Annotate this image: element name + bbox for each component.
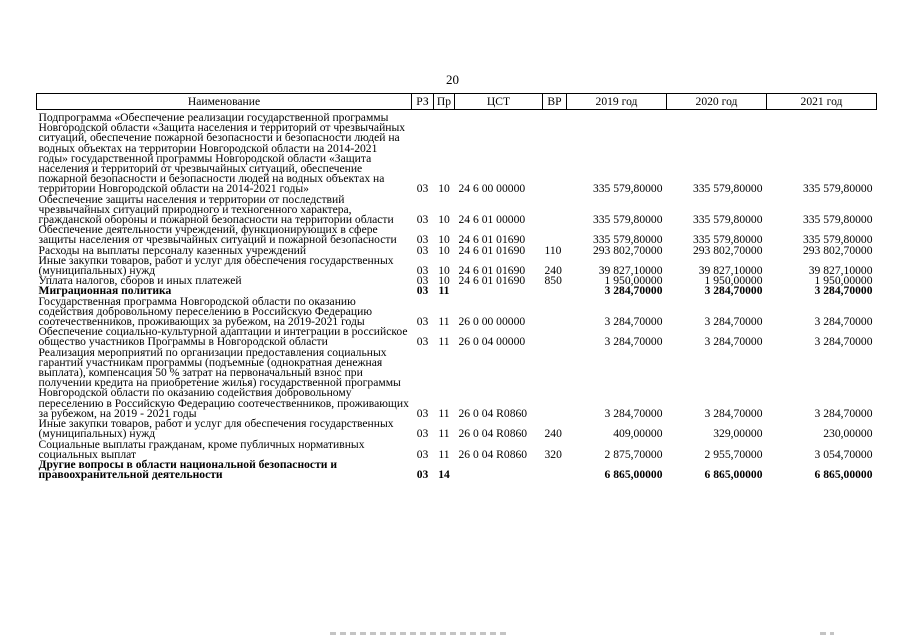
row-rz: 03 bbox=[416, 274, 429, 288]
row-pr: 10 bbox=[438, 243, 450, 257]
row-pr: 11 bbox=[438, 315, 450, 329]
row-2021: 335 579,80000 bbox=[802, 213, 873, 227]
row-name: Социальные выплаты гражданам, кроме публичных нормативных социальных выплат bbox=[38, 437, 365, 461]
row-vr bbox=[543, 348, 567, 419]
row-rz: 03 bbox=[416, 468, 429, 482]
header-rz: РЗ bbox=[412, 94, 434, 110]
row-name: Обеспечение социально-культурной адаптации и интеграции в российское общество участников Программы в Новгородской области bbox=[38, 325, 408, 349]
table-row bbox=[37, 440, 877, 460]
row-vr bbox=[543, 225, 567, 245]
row-cst: 24 6 01 01690 bbox=[458, 243, 526, 257]
row-cst bbox=[455, 460, 543, 480]
budget-table bbox=[36, 93, 877, 480]
row-pr: 11 bbox=[438, 406, 450, 420]
row-pr: 11 bbox=[438, 284, 450, 298]
row-rz: 03 bbox=[416, 284, 429, 298]
header-cst: ЦСТ bbox=[455, 94, 543, 110]
row-pr: 10 bbox=[438, 264, 450, 278]
row-2021: 3 284,70000 bbox=[814, 335, 873, 349]
table-row bbox=[37, 348, 877, 419]
row-2019: 3 284,70000 bbox=[604, 284, 663, 298]
row-name: Миграционная политика bbox=[38, 284, 172, 298]
row-rz: 03 bbox=[416, 335, 429, 349]
header-name: Наименование bbox=[37, 94, 412, 110]
row-2021: 39 827,10000 bbox=[808, 264, 873, 278]
row-name: Обеспечение защиты населения и территории от последствий чрезвычайных ситуаций природного и техногенного характера, гражданской обороны и пожарной безопасности на территории области bbox=[38, 192, 394, 227]
row-pr: 11 bbox=[438, 427, 450, 441]
row-vr bbox=[543, 327, 567, 347]
row-name: Реализация мероприятий по организации предоставления социальных гарантий участникам программы (подъемные (однократная денежная выплата), компенсация 50 % затрат на первоначальный взнос при получении кредита на приобретение жилья) государственной программы Новгородской области по оказанию содействия добровольному переселению в Российскую Федерацию соотечественников, проживающих за рубежом, на 2019 - 2021 годы bbox=[38, 345, 409, 420]
row-vr bbox=[543, 460, 567, 480]
header-pr: Пр bbox=[434, 94, 455, 110]
row-2021: 6 865,00000 bbox=[814, 468, 873, 482]
row-2019: 39 827,10000 bbox=[598, 264, 663, 278]
header-vr: ВР bbox=[543, 94, 567, 110]
row-2019: 293 802,70000 bbox=[592, 243, 663, 257]
row-2020: 6 865,00000 bbox=[704, 468, 763, 482]
row-2021: 1 950,00000 bbox=[814, 274, 873, 288]
row-vr: 850 bbox=[544, 274, 562, 288]
page-number: 20 bbox=[446, 72, 459, 87]
row-2020: 329,00000 bbox=[713, 427, 763, 441]
row-pr: 10 bbox=[438, 213, 450, 227]
row-name: Иные закупки товаров, работ и услуг для обеспечения государственных (муниципальных) нужд bbox=[38, 253, 394, 278]
row-cst: 24 6 01 01690 bbox=[458, 274, 526, 288]
row-vr bbox=[543, 286, 567, 296]
row-2020: 39 827,10000 bbox=[698, 264, 763, 278]
header-2020: 2020 год bbox=[667, 94, 767, 110]
row-2021: 3 054,70000 bbox=[814, 447, 873, 461]
row-name: Уплата налогов, сборов и иных платежей bbox=[38, 274, 242, 288]
row-2019: 335 579,80000 bbox=[592, 213, 663, 227]
scan-artifact bbox=[330, 632, 510, 635]
row-2019: 3 284,70000 bbox=[604, 335, 663, 349]
row-vr: 320 bbox=[544, 447, 562, 461]
row-2020: 335 579,80000 bbox=[692, 233, 763, 247]
table-row bbox=[37, 195, 877, 226]
row-vr bbox=[543, 297, 567, 328]
row-name: Другие вопросы в области национальной безопасности и правоохранительной деятельности bbox=[38, 457, 338, 482]
row-rz: 03 bbox=[416, 315, 429, 329]
header-2019: 2019 год bbox=[567, 94, 667, 110]
row-rz: 03 bbox=[416, 243, 429, 257]
row-2021: 230,00000 bbox=[823, 427, 873, 441]
row-2021: 335 579,80000 bbox=[802, 233, 873, 247]
row-2020: 3 284,70000 bbox=[704, 335, 763, 349]
row-name: Иные закупки товаров, работ и услуг для обеспечения государственных (муниципальных) нужд bbox=[38, 417, 394, 441]
row-2020: 293 802,70000 bbox=[692, 243, 763, 257]
row-2019: 2 875,70000 bbox=[604, 447, 663, 461]
row-pr: 10 bbox=[438, 233, 450, 247]
row-2019: 3 284,70000 bbox=[604, 406, 663, 420]
row-2020: 1 950,00000 bbox=[704, 274, 763, 288]
row-rz: 03 bbox=[416, 264, 429, 278]
row-2021: 293 802,70000 bbox=[802, 243, 873, 257]
row-rz: 03 bbox=[416, 233, 429, 247]
table-row bbox=[37, 110, 877, 195]
row-rz: 03 bbox=[416, 427, 429, 441]
table-row bbox=[37, 297, 877, 328]
row-cst: 24 6 01 01690 bbox=[458, 233, 526, 247]
row-2019: 1 950,00000 bbox=[604, 274, 663, 288]
row-rz: 03 bbox=[416, 213, 429, 227]
scan-artifact bbox=[820, 632, 834, 635]
row-cst: 26 0 04 R0860 bbox=[458, 447, 528, 461]
row-2019: 335 579,80000 bbox=[592, 182, 663, 196]
table-row bbox=[37, 419, 877, 439]
row-vr: 240 bbox=[544, 427, 562, 441]
row-vr bbox=[543, 195, 567, 226]
row-vr: 110 bbox=[544, 243, 562, 257]
row-2020: 335 579,80000 bbox=[692, 213, 763, 227]
header-2021: 2021 год bbox=[767, 94, 877, 110]
row-2019: 3 284,70000 bbox=[604, 315, 663, 329]
row-2020: 3 284,70000 bbox=[704, 406, 763, 420]
row-2021: 3 284,70000 bbox=[814, 284, 873, 298]
row-2020: 3 284,70000 bbox=[704, 284, 763, 298]
row-pr: 10 bbox=[438, 274, 450, 288]
row-2021: 335 579,80000 bbox=[802, 182, 873, 196]
table-row bbox=[37, 327, 877, 347]
row-cst: 26 0 04 R0860 bbox=[458, 427, 528, 441]
row-2021: 3 284,70000 bbox=[814, 406, 873, 420]
row-cst: 26 0 04 R0860 bbox=[458, 406, 528, 420]
row-name: Расходы на выплаты персоналу казенных учреждений bbox=[38, 243, 307, 257]
row-2019: 335 579,80000 bbox=[592, 233, 663, 247]
row-2019: 409,00000 bbox=[613, 427, 663, 441]
row-2020: 335 579,80000 bbox=[692, 182, 763, 196]
row-vr: 240 bbox=[544, 264, 562, 278]
row-pr: 11 bbox=[438, 447, 450, 461]
row-cst: 24 6 01 01690 bbox=[458, 264, 526, 278]
table-row bbox=[37, 256, 877, 276]
row-cst bbox=[455, 286, 543, 296]
row-pr: 10 bbox=[438, 182, 450, 196]
row-2019: 6 865,00000 bbox=[604, 468, 663, 482]
table-row bbox=[37, 460, 877, 480]
row-rz: 03 bbox=[416, 447, 429, 461]
row-name: Подпрограмма «Обеспечение реализации государственной программы Новгородской области «Защита населения и территорий от чрезвычайных ситуаций, обеспечение пожарной безопасности и безопасности людей на водных объектах на территории Новгородской области на 2014-2021 годы» государственной программы Новгородской области «Защита населения и территорий от чрезвычайных ситуаций, обеспечение пожарной безопасности и безопасности людей на водных объектах на территории Новгородской области на 2014-2021 годы» bbox=[38, 111, 406, 196]
row-2020: 3 284,70000 bbox=[704, 315, 763, 329]
table-header bbox=[37, 94, 877, 110]
row-2020: 2 955,70000 bbox=[704, 447, 763, 461]
row-cst: 24 6 00 00000 bbox=[458, 182, 526, 196]
table-row bbox=[37, 225, 877, 245]
row-2021: 3 284,70000 bbox=[814, 315, 873, 329]
table-body bbox=[37, 110, 877, 481]
row-vr bbox=[543, 110, 567, 195]
row-pr: 11 bbox=[438, 335, 450, 349]
row-name: Государственная программа Новгородской области по оказанию содействия добровольному переселению в Российскую Федерацию соотечественников, проживающих за рубежом, на 2019-2021 годы bbox=[38, 294, 373, 329]
row-name: Обеспечение деятельности учреждений, функционирующих в сфере защиты населения от чрезвычайных ситуаций и пожарной безопасности bbox=[38, 223, 397, 247]
row-rz: 03 bbox=[416, 406, 429, 420]
row-rz: 03 bbox=[416, 182, 429, 196]
row-pr: 14 bbox=[438, 468, 450, 482]
row-cst: 26 0 00 00000 bbox=[458, 315, 526, 329]
row-cst: 24 6 01 00000 bbox=[458, 213, 526, 227]
row-cst: 26 0 04 00000 bbox=[458, 335, 526, 349]
